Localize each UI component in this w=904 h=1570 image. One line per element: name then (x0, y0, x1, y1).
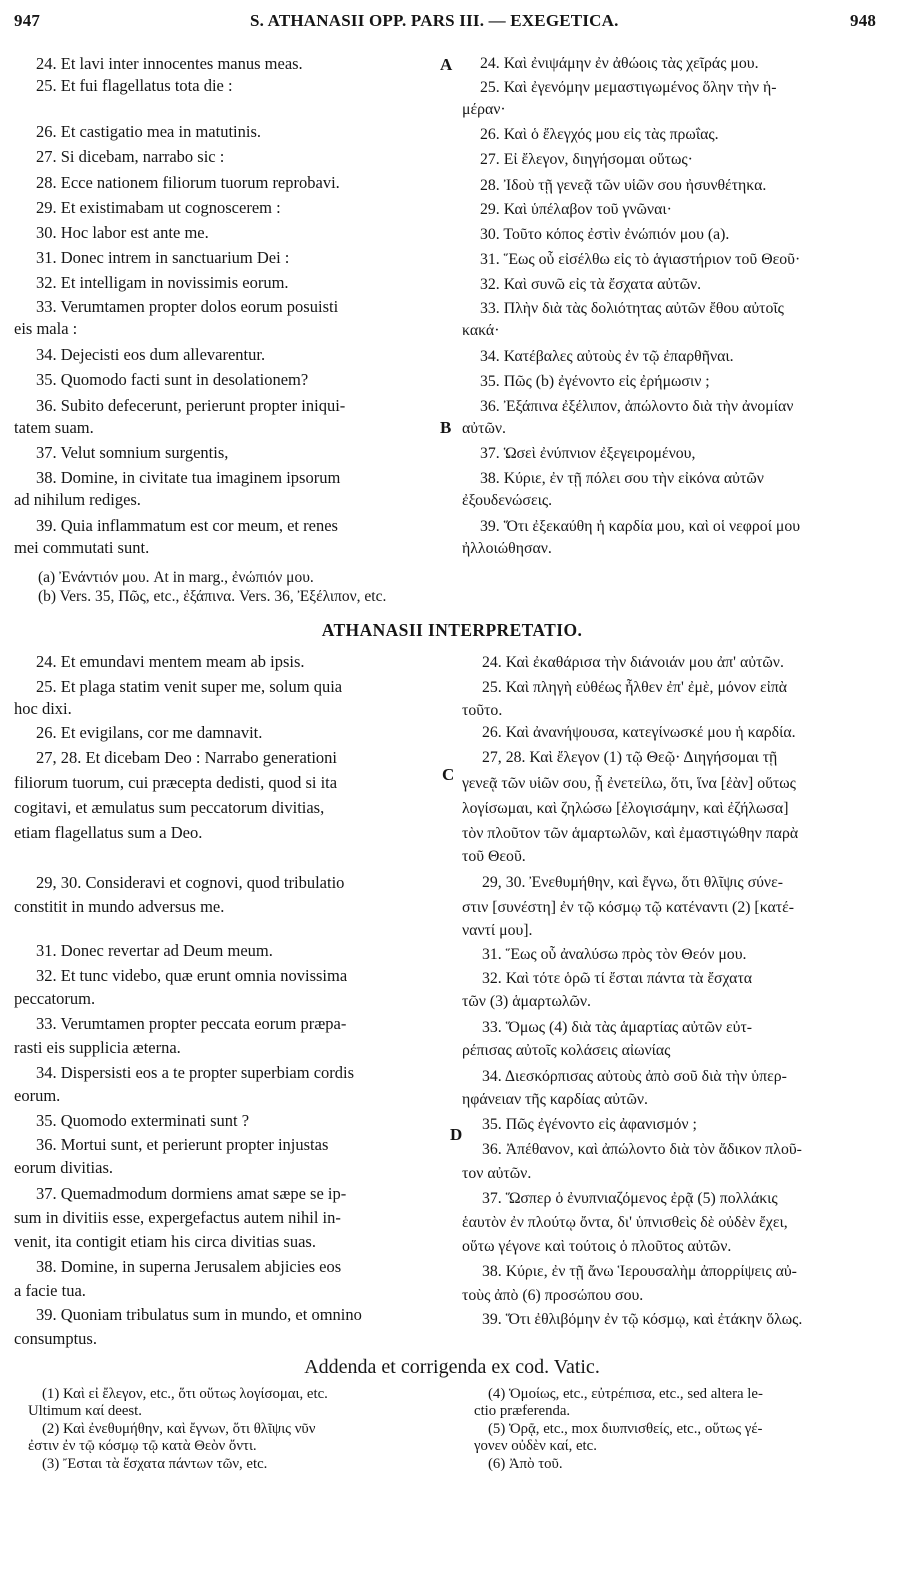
addenda-title: Addenda et corrigenda ex cod. Vatic. (304, 1356, 600, 1378)
addenda-right-line: (5) Ὁρᾷ, etc., mox διυπνισθείς, etc., οὕτως γέ- (488, 1421, 763, 1437)
interp-latin-line: hoc dixi. (14, 699, 72, 718)
psalm-greek-line: 32. Καὶ συνῶ εἰς τὰ ἔσχατα αὐτῶν. (480, 276, 702, 293)
psalm-greek-line: 29. Καὶ ὑπέλαβον τοῦ γνῶναι· (480, 201, 672, 218)
psalm-greek-line: μέραν· (462, 101, 506, 118)
interp-greek-line: 34. Διεσκόρπισας αὐτοὺς ἀπὸ σοῦ διὰ τὴν ὑπερ- (482, 1068, 787, 1085)
psalm-latin-line: 29. Et existimabam ut cognoscerem : (36, 198, 281, 217)
psalm-latin-line: 32. Et intelligam in novissimis eorum. (36, 273, 289, 292)
interp-latin-line: consumptus. (14, 1329, 97, 1348)
interp-greek-line: 26. Καὶ ἀνανήψουσα, κατεγίνωσκέ μου ἡ καρδία. (482, 724, 796, 741)
interp-greek-line: ηφάνειαν τῆς καρδίας αὐτῶν. (462, 1091, 648, 1108)
psalm-greek-line: 25. Καὶ ἐγενόμην μεμαστιγωμένος ὅλην τὴν ἡ- (480, 79, 777, 96)
interp-greek-line: 27, 28. Καὶ ἔλεγον (1) τῷ Θεῷ· Διηγήσομαι τῇ (482, 749, 778, 766)
margin-letter-b: B (440, 418, 452, 437)
interp-greek-line: τῶν (3) ἁμαρτωλῶν. (462, 993, 592, 1010)
interp-greek-line: ἑαυτὸν ἐν πλούτῳ ὄντα, δι' ὑπνισθεὶς δὲ οὐδὲν ἔχει, (462, 1214, 788, 1231)
psalm-greek-line: 34. Κατέβαλες αὐτοὺς ἐν τῷ ἐπαρθῆναι. (480, 348, 734, 365)
psalm-greek-line: 24. Καὶ ἐνιψάμην ἐν ἀθώοις τὰς χεῖράς μου. (480, 55, 759, 72)
interp-greek-line: ρέπισας αὐτοῖς κολάσεις αἰωνίας (462, 1042, 671, 1059)
addenda-left-line: ἐστιν ἐν τῷ κόσμῳ τῷ κατὰ Θεὸν ὄντι. (28, 1438, 257, 1454)
interp-latin-line: 38. Domine, in superna Jerusalem abjicies eos (36, 1257, 342, 1276)
psalm-latin-line: 28. Ecce nationem filiorum tuorum reprobavi. (36, 173, 340, 192)
addenda-right-line: (6) Ἀπὸ τοῦ. (488, 1456, 563, 1472)
footnote-a: (a) Ἐνάντιόν μου. At in marg., ἐνώπιόν μου. (38, 569, 314, 586)
interp-greek-line: οὕτω γέγονε καὶ τούτοις ὁ πλοῦτος αὐτῶν. (462, 1238, 732, 1255)
interp-latin-line: 35. Quomodo exterminati sunt ? (36, 1111, 250, 1130)
psalm-greek-line: 26. Καὶ ὁ ἔλεγχός μου εἰς τὰς πρωΐας. (480, 126, 719, 143)
psalm-latin-line: 35. Quomodo facti sunt in desolationem? (36, 370, 309, 389)
psalm-greek-line: ἠλλοιώθησαν. (462, 540, 552, 557)
interp-latin-line: sum in divitiis esse, expergefactus autem nihil in- (14, 1208, 341, 1227)
psalm-latin-line: 31. Donec intrem in sanctuarium Dei : (36, 248, 290, 267)
interp-latin-line: 36. Mortui sunt, et perierunt propter injustas (36, 1135, 329, 1154)
psalm-greek-line: 30. Τοῦτο κόπος ἐστὶν ἐνώπιόν μου (a). (480, 226, 730, 243)
psalm-latin-line: 36. Subito defecerunt, perierunt propter iniqui- (36, 396, 346, 415)
psalm-latin-line: 39. Quia inflammatum est cor meum, et renes (36, 516, 338, 535)
psalm-latin-line: 26. Et castigatio mea in matutinis. (36, 122, 261, 141)
interp-latin-line: venit, ita contigit etiam his circa divitias suas. (14, 1232, 316, 1251)
interp-greek-line: 31. Ἕως οὗ ἀναλύσω πρὸς τὸν Θεόν μου. (482, 946, 747, 963)
interp-latin-line: 24. Et emundavi mentem meam ab ipsis. (36, 652, 305, 671)
psalm-greek-line: 28. Ἰδοὺ τῇ γενεᾷ τῶν υἱῶν σου ἠσυνθέτηκα. (480, 177, 767, 194)
interp-greek-line: 32. Καὶ τότε ὁρῶ τί ἔσται πάντα τὰ ἔσχατα (482, 970, 753, 987)
psalm-greek-line: 38. Κύριε, ἐν τῇ πόλει σου τὴν εἰκόνα αὐτῶν (480, 470, 764, 487)
interp-greek-line: 38. Κύριε, ἐν τῇ ἄνω Ἱερουσαλὴμ ἀπορρίψεις αὐ- (482, 1263, 797, 1280)
margin-letter-c: C (442, 765, 455, 784)
addenda-right-line: γονεν οὐδὲν καί, etc. (474, 1438, 597, 1454)
interp-greek-line: τοὺς ἀπὸ (6) προσώπου σου. (462, 1287, 644, 1304)
addenda-left-line: Ultimum καί deest. (28, 1403, 142, 1419)
interp-latin-line: 32. Et tunc videbo, quæ erunt omnia novissima (36, 966, 348, 985)
interp-greek-line: 37. Ὥσπερ ὁ ἐνυπνιαζόμενος ἐρᾷ (5) πολλάκις (482, 1190, 778, 1207)
footnote-b: (b) Vers. 35, Πῶς, etc., ἐξάπινα. Vers. 36, Ἐξέλιπον, etc. (38, 588, 387, 605)
psalm-greek-line: 39. Ὅτι ἐξεκαύθη ἡ καρδία μου, καὶ οἱ νεφροί μου (480, 518, 801, 535)
interp-latin-line: filiorum tuorum, cui præcepta dedisti, quod si ita (14, 773, 338, 792)
interp-greek-line: 33. Ὅμως (4) διὰ τὰς ἁμαρτίας αὐτῶν εὐτ- (482, 1019, 753, 1036)
interp-latin-line: etiam flagellatus sum a Deo. (14, 823, 203, 842)
interp-latin-line: 34. Dispersisti eos a te propter superbiam cordis (36, 1063, 355, 1082)
psalm-latin-line: 25. Et fui flagellatus tota die : (36, 76, 233, 95)
addenda-right-line: ctio præferenda. (474, 1403, 571, 1419)
interp-greek-line: τὸν πλοῦτον τῶν ἁμαρτωλῶν, καὶ ἐμαστιγώθην παρὰ (462, 825, 799, 842)
left-page-number: 947 (14, 11, 41, 30)
interp-greek-line: 39. Ὅτι ἐθλιβόμην ἐν τῷ κόσμῳ, καὶ ἐτάκην ὅλως. (482, 1311, 803, 1328)
psalm-greek-line: 36. Ἐξάπινα ἐξέλιπον, ἀπώλοντο διὰ τὴν ἀνομίαν (480, 398, 794, 415)
interp-greek-line: 35. Πῶς ἐγένοντο εἰς ἀφανισμόν ; (482, 1116, 697, 1133)
interp-latin-line: constitit in mundo adversus me. (14, 897, 225, 916)
interp-greek-line: τοῦτο. (462, 702, 503, 719)
interp-greek-line: 25. Καὶ πληγὴ εὐθέως ἦλθεν ἐπ' ἐμὲ, μόνον εἰπὰ (482, 679, 788, 696)
psalm-greek-line: 37. Ὡσεὶ ἐνύπνιον ἐξεγειρομένου, (480, 445, 696, 462)
addenda-left-line: (3) Ἔσται τὰ ἔσχατα πάντων τῶν, etc. (42, 1456, 268, 1472)
psalm-greek-line: 31. Ἕως οὗ εἰσέλθω εἰς τὸ ἁγιαστήριον τοῦ Θεοῦ· (480, 251, 801, 268)
psalm-latin-line: ad nihilum rediges. (14, 490, 141, 509)
interp-greek-line: γενεᾷ τῶν υἱῶν σου, ᾗ ἐνετείλω, ὅτι, ἵνα [ἐὰν] οὕτως (462, 775, 796, 792)
psalm-latin-line: eis mala : (14, 319, 78, 338)
interp-latin-line: rasti eis supplicia æterna. (14, 1038, 181, 1057)
psalm-greek-line: ἐξουδενώσεις. (462, 492, 553, 509)
interp-latin-line: 29, 30. Consideravi et cognovi, quod tribulatio (36, 873, 345, 892)
interp-latin-line: 31. Donec revertar ad Deum meum. (36, 941, 273, 960)
interp-greek-line: ναντί μου]. (462, 922, 533, 939)
running-title: S. ATHANASII OPP. PARS III. — EXEGETICA. (250, 11, 619, 30)
psalm-greek-line: κακά· (462, 322, 500, 339)
addenda-right-line: (4) Ὁμοίως, etc., εὐτρέπισα, etc., sed altera le- (488, 1386, 763, 1402)
psalm-greek-line: 27. Εἰ ἔλεγον, διηγήσομαι οὕτως· (480, 151, 693, 168)
interp-latin-line: 26. Et evigilans, cor me damnavit. (36, 723, 263, 742)
interp-latin-line: eorum divitias. (14, 1158, 113, 1177)
psalm-latin-line: 27. Si dicebam, narrabo sic : (36, 147, 225, 166)
psalm-latin-line: 30. Hoc labor est ante me. (36, 223, 209, 242)
psalm-greek-line: 33. Πλὴν διὰ τὰς δολιότητας αὐτῶν ἔθου αὐτοῖς (480, 300, 784, 317)
interp-greek-line: στιν [συνέστη] ἐν τῷ κόσμῳ τῷ κατέναντι (2) [κατέ- (462, 899, 795, 916)
interp-latin-line: 27, 28. Et dicebam Deo : Narrabo generationi (36, 748, 338, 767)
interp-greek-line: τον αὐτῶν. (462, 1165, 532, 1182)
interp-latin-line: 37. Quemadmodum dormiens amat sæpe se ip- (36, 1184, 347, 1203)
interp-greek-line: 36. Ἀπέθανον, καὶ ἀπώλοντο διὰ τὸν ἄδικον πλοῦ- (482, 1141, 802, 1158)
interp-latin-line: eorum. (14, 1086, 61, 1105)
section-title: ATHANASII INTERPRETATIO. (321, 620, 583, 640)
interp-greek-line: 29, 30. Ἐνεθυμήθην, καὶ ἔγνω, ὅτι θλῖψις σύνε- (482, 874, 783, 891)
psalm-latin-line: 33. Verumtamen propter dolos eorum posuisti (36, 297, 339, 316)
psalm-latin-line: 37. Velut somnium surgentis, (36, 443, 229, 462)
margin-letter-a: A (440, 55, 453, 74)
interp-latin-line: 39. Quoniam tribulatus sum in mundo, et omnino (36, 1305, 362, 1324)
psalm-latin-line: 24. Et lavi inter innocentes manus meas. (36, 54, 303, 73)
addenda-left-line: (2) Καὶ ἐνεθυμήθην, καὶ ἔγνων, ὅτι θλῖψις νῦν (42, 1421, 316, 1437)
right-page-number: 948 (850, 11, 877, 30)
interp-greek-line: τοῦ Θεοῦ. (462, 848, 526, 865)
psalm-latin-line: 34. Dejecisti eos dum allevarentur. (36, 345, 266, 364)
interp-latin-line: 33. Verumtamen propter peccata eorum præpa- (36, 1014, 347, 1033)
interp-latin-line: a facie tua. (14, 1281, 86, 1300)
interp-latin-line: 25. Et plaga statim venit super me, solum quia (36, 677, 343, 696)
interp-greek-line: 24. Καὶ ἐκαθάρισα τὴν διάνοιάν μου ἀπ' αὐτῶν. (482, 654, 784, 671)
psalm-latin-line: 38. Domine, in civitate tua imaginem ipsorum (36, 468, 341, 487)
addenda-left-line: (1) Καὶ εἰ ἔλεγον, etc., ὅτι οὕτως λογίσομαι, etc. (42, 1386, 328, 1402)
interp-latin-line: cogitavi, et æmulatus sum peccatorum divitias, (14, 798, 325, 817)
margin-letter-d: D (450, 1125, 463, 1144)
psalm-greek-line: αὐτῶν. (462, 420, 506, 437)
psalm-latin-line: mei commutati sunt. (14, 538, 150, 557)
interp-greek-line: λογίσωμαι, καὶ ζηλώσω [ἐλογισάμην, καὶ ἐζήλωσα] (462, 800, 789, 817)
interp-latin-line: peccatorum. (14, 989, 96, 1008)
psalm-greek-line: 35. Πῶς (b) ἐγένοντο εἰς ἐρήμωσιν ; (480, 373, 710, 390)
psalm-latin-line: tatem suam. (14, 418, 94, 437)
